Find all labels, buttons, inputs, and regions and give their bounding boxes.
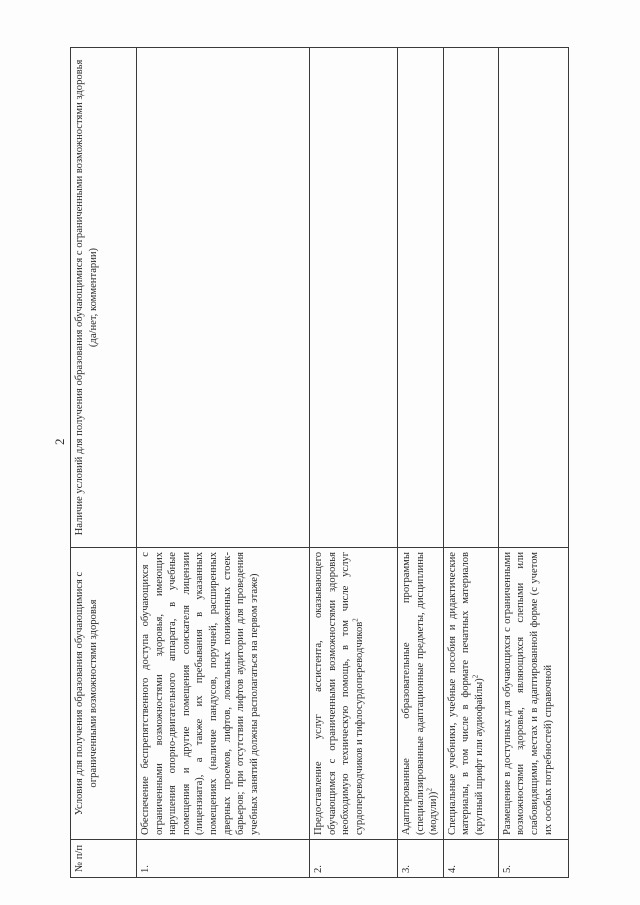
availability-cell bbox=[398, 48, 444, 548]
conditions-table bbox=[70, 47, 569, 878]
row-number: 3. bbox=[398, 840, 444, 878]
condition-text: Размещение в доступных для обучающихся с ограниченными возможностями здоровья, являющихся слепыми или слабовидящими, местах и в адаптированной форме (с учетом их особых потребностей) справочной bbox=[501, 552, 554, 835]
footnote-mark: 2 bbox=[471, 674, 480, 679]
header-num: № п/п bbox=[71, 840, 137, 878]
row-number: 5. bbox=[498, 840, 568, 878]
table-row bbox=[310, 48, 398, 878]
page-number: 2 bbox=[52, 438, 67, 445]
footnote-mark: 2 bbox=[351, 618, 360, 622]
availability-cell bbox=[498, 48, 568, 548]
condition-text: Предоставление услуг ассистента, оказывающего обучающимся с ограниченными возможностями здоровья необходимую техническую помощь, в том числе услуг сурдопереводчиков и тифлосурдопереводчиков bbox=[313, 552, 365, 835]
footnote-mark: 2 bbox=[425, 788, 434, 792]
row-number: 2. bbox=[310, 840, 398, 878]
condition-cell bbox=[137, 548, 310, 840]
table-row bbox=[443, 48, 498, 878]
table-row bbox=[498, 48, 568, 878]
condition-text: Обеспечение беспрепятственного доступа обучающихся с ограниченными возможностями здоровья, имеющих нарушения опорно-двигательного аппарата, в учебные помещения и другие помещения соискателя лицензии (лицензиата), а также их пребывания в указанных помещениях (наличие пандусов, поручней, расширенных дверных проемов, лифтов, локальных пониженных стоек-барьеров; при отсутствии лифтов аудитории для проведения учебных занятий должны располагаться на первом этаже) bbox=[140, 552, 260, 835]
header-availability: Наличие условий для получения образования обучающимися с ограниченными возможностями здоровья (да/нет, комментарии) bbox=[71, 48, 137, 548]
condition-cell bbox=[498, 548, 568, 840]
row-number: 1. bbox=[137, 840, 310, 878]
availability-cell bbox=[443, 48, 498, 548]
availability-cell bbox=[310, 48, 398, 548]
rotated-table-sheet bbox=[70, 48, 566, 878]
condition-text: Адаптированные образовательные программы (специализированные адаптационные предметы, дисциплины (модули)) bbox=[401, 552, 440, 835]
row-number: 4. bbox=[443, 840, 498, 878]
availability-cell bbox=[137, 48, 310, 548]
table-row bbox=[398, 48, 444, 878]
condition-cell bbox=[398, 548, 444, 840]
table-row bbox=[137, 48, 310, 878]
condition-cell bbox=[443, 548, 498, 840]
condition-text: Специальные учебники, учебные пособия и дидактические материалы, в том числе в формате печатных материалов (крупный шрифт или аудиофайлы) bbox=[446, 552, 485, 835]
header-condition: Условия для получения образования обучающимися с ограниченными возможностями здоровья bbox=[71, 548, 137, 840]
table-header-row bbox=[71, 48, 137, 878]
condition-cell bbox=[310, 548, 398, 840]
